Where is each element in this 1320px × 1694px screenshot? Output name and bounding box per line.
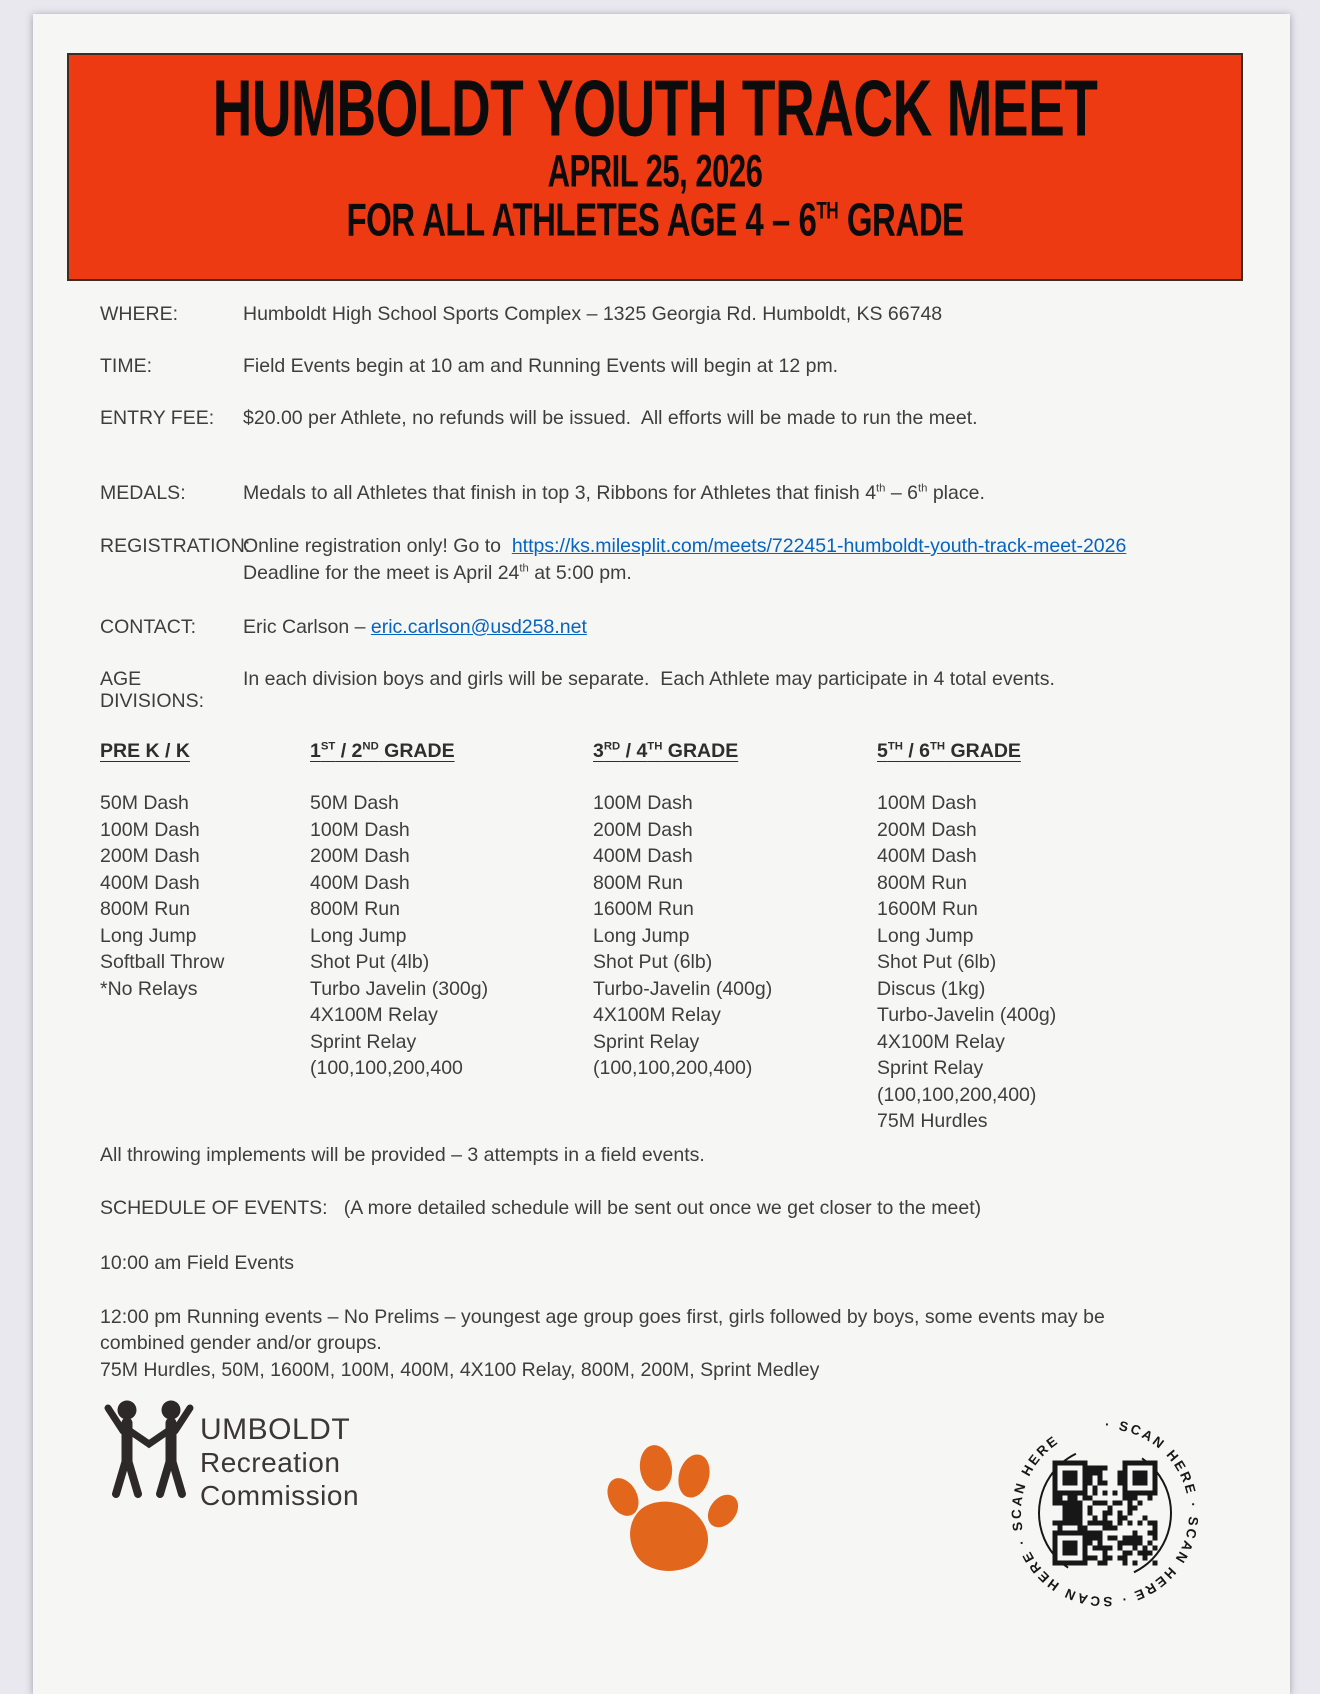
division-event-list <box>877 790 1240 1135</box>
event-item: 100M Dash <box>877 792 977 814</box>
banner-date: APRIL 25, 2026 <box>547 146 763 197</box>
event-item: *No Relays <box>100 977 198 1000</box>
time-label: TIME: <box>100 355 152 377</box>
event-item: Turbo-Javelin (400g) <box>593 977 773 1000</box>
event-item: 4X100M Relay <box>593 1004 721 1026</box>
event-item: 100M Dash <box>593 792 693 814</box>
field-events-time-line: 10:00 am Field Events <box>100 1251 295 1274</box>
contact-email-link[interactable]: eric.carlson@usd258.net <box>370 616 587 638</box>
divisions-grid <box>100 740 1240 1135</box>
entry-fee-value: $20.00 per Athlete, no refunds will be issued. All efforts will be made to run the meet. <box>243 407 978 429</box>
event-item: Sprint Relay <box>877 1057 984 1079</box>
tiger-paw-icon <box>597 1441 747 1576</box>
qr-code-badge <box>1005 1413 1205 1618</box>
tiger-paw-logo <box>597 1441 747 1581</box>
event-item: (100,100,200,400) <box>877 1083 1037 1106</box>
info-row-time <box>100 355 1240 377</box>
recreation-commission-logo <box>102 1397 359 1517</box>
age-divisions-value: In each division boys and girls will be separate. Each Athlete may participate in 4 total events. <box>243 668 1055 690</box>
contact-name-text: Eric Carlson – <box>243 616 371 638</box>
event-item: 200M Dash <box>877 818 977 841</box>
contact-value <box>243 616 1240 638</box>
qr-code-icon <box>1005 1413 1205 1613</box>
event-item: Shot Put (6lb) <box>593 951 713 973</box>
contact-label: CONTACT: <box>100 616 197 638</box>
division-header: 5TH / 6TH GRADE <box>877 740 1021 762</box>
event-item: 800M Run <box>100 898 190 920</box>
event-item: 800M Run <box>310 898 400 920</box>
schedule-of-events-line <box>100 1197 1240 1219</box>
event-item: 200M Dash <box>593 818 693 841</box>
registration-pre-text: Online registration only! Go to <box>243 535 512 557</box>
event-item: 200M Dash <box>310 845 410 867</box>
division-column-1-2 <box>310 740 593 1135</box>
event-item: 1600M Run <box>877 898 978 920</box>
event-item: 4X100M Relay <box>877 1030 1005 1053</box>
event-item: Long Jump <box>877 924 974 947</box>
event-item: (100,100,200,400) <box>593 1057 753 1079</box>
running-order-line: 75M Hurdles, 50M, 1600M, 100M, 400M, 4X100 Relay, 800M, 200M, Sprint Medley <box>100 1358 820 1381</box>
event-item: (100,100,200,400 <box>310 1057 463 1079</box>
event-item: Sprint Relay <box>593 1030 700 1053</box>
running-events-line: 12:00 pm Running events – No Prelims – youngest age group goes first, girls followed by boys, some events may be combined gender and/or groups. <box>100 1305 1111 1354</box>
flyer-body <box>100 303 1240 1629</box>
registration-label: REGISTRATION: <box>100 535 251 557</box>
registration-value <box>243 533 1193 586</box>
rec-logo-line3: Commission <box>200 1480 360 1511</box>
recreation-commission-text <box>200 1413 359 1512</box>
info-row-registration <box>100 535 1240 586</box>
event-item: 100M Dash <box>310 818 410 841</box>
info-row-entry-fee <box>100 407 1240 429</box>
event-item: Turbo-Javelin (400g) <box>877 1004 1057 1026</box>
info-row-contact <box>100 616 1240 638</box>
banner-title: HUMBOLDT YOUTH TRACK MEET <box>212 63 1098 153</box>
flyer-page <box>33 14 1290 1694</box>
event-item: 200M Dash <box>100 845 200 867</box>
registration-post-text: Deadline for the meet is April 24th at 5:00 pm. <box>243 535 1143 584</box>
event-item: 1600M Run <box>593 898 694 920</box>
rec-logo-line2: Recreation <box>200 1447 341 1478</box>
event-item: 800M Run <box>877 871 967 894</box>
event-item: Sprint Relay <box>310 1030 417 1053</box>
info-row-medals <box>100 482 1240 504</box>
rec-logo-line1: UMBOLDT <box>200 1413 351 1446</box>
entry-fee-label: ENTRY FEE: <box>100 407 215 429</box>
qr-ring-text: · SCAN HERE · SCAN HERE · SCAN HERE · SCAN HERE <box>1008 1416 1202 1610</box>
banner-subtitle: FOR ALL ATHLETES AGE 4 – 6TH GRADE <box>346 193 964 246</box>
event-item: Discus (1kg) <box>877 977 986 1000</box>
implements-note: All throwing implements will be provided – 3 attempts in a field events. <box>100 1143 705 1166</box>
event-item: Long Jump <box>593 924 690 947</box>
division-column-3-4 <box>593 740 877 1135</box>
medals-label: MEDALS: <box>100 482 186 504</box>
division-event-list <box>310 790 593 1082</box>
banner <box>67 53 1243 281</box>
age-divisions-label: AGE DIVISIONS: <box>100 668 205 712</box>
event-item: 800M Run <box>593 871 683 894</box>
event-item: 100M Dash <box>100 818 200 841</box>
where-label: WHERE: <box>100 303 178 325</box>
time-value: Field Events begin at 10 am and Running Events will begin at 12 pm. <box>243 355 839 377</box>
division-event-list <box>593 790 877 1082</box>
division-column-5-6 <box>877 740 1240 1135</box>
event-item: Shot Put (4lb) <box>310 951 430 973</box>
footer <box>100 1389 1240 1629</box>
event-item: Long Jump <box>100 924 197 947</box>
medals-value: Medals to all Athletes that finish in top 3, Ribbons for Athletes that finish 4th – 6th place. <box>243 482 985 504</box>
schedule-note: (A more detailed schedule will be sent out once we get closer to the meet) <box>327 1196 982 1219</box>
division-header: 3RD / 4TH GRADE <box>593 740 739 762</box>
event-item: 400M Dash <box>877 845 977 867</box>
schedule-label: SCHEDULE OF EVENTS: <box>100 1196 328 1219</box>
event-item: 400M Dash <box>593 845 693 867</box>
event-item: Softball Throw <box>100 951 225 973</box>
event-item: 400M Dash <box>100 871 200 894</box>
registration-link[interactable]: https://ks.milesplit.com/meets/722451-humboldt-youth-track-meet-2026 <box>511 535 1127 557</box>
division-header: PRE K / K <box>100 740 190 762</box>
event-item: Turbo Javelin (300g) <box>310 977 489 1000</box>
info-row-age-divisions <box>100 668 1240 712</box>
division-column-prek <box>100 740 310 1135</box>
event-item: Long Jump <box>310 924 407 947</box>
event-item: 50M Dash <box>100 792 189 814</box>
event-item: Shot Put (6lb) <box>877 951 997 973</box>
people-holding-hands-icon <box>102 1397 198 1517</box>
division-header: 1ST / 2ND GRADE <box>310 740 455 762</box>
where-value: Humboldt High School Sports Complex – 1325 Georgia Rd. Humboldt, KS 66748 <box>243 303 943 325</box>
division-event-list <box>100 790 310 1002</box>
event-item: 4X100M Relay <box>310 1004 438 1026</box>
event-item: 75M Hurdles <box>877 1110 988 1132</box>
event-item: 50M Dash <box>310 792 399 814</box>
event-item: 400M Dash <box>310 871 410 894</box>
info-row-where <box>100 303 1240 325</box>
